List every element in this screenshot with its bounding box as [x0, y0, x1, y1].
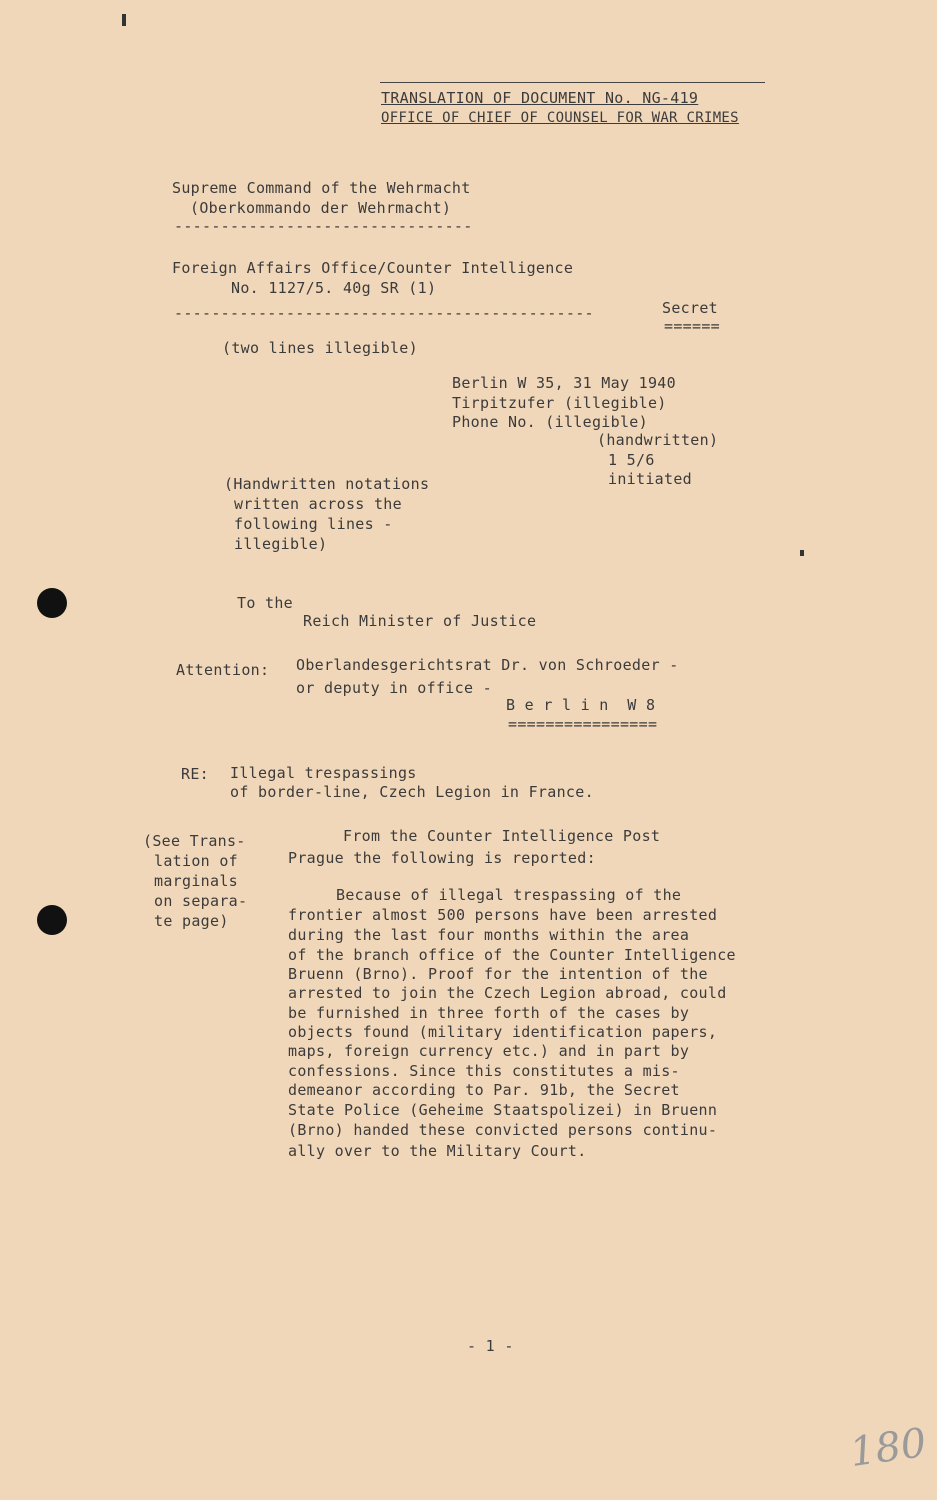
body-p2-line: arrested to join the Czech Legion abroad, could: [288, 984, 727, 1002]
office-line-1: Foreign Affairs Office/Counter Intelligence: [172, 259, 574, 277]
subject-line-1: Illegal trespassings: [230, 764, 417, 782]
sender-divider: --------------------------------: [174, 217, 473, 235]
body-p2-line: Because of illegal trespassing of the: [336, 886, 682, 904]
body-p2-line: be furnished in three forth of the cases by: [288, 1004, 690, 1022]
classification-underline: ======: [664, 317, 720, 335]
classification: Secret: [662, 299, 718, 317]
margin-note-line-1: (See Trans-: [143, 832, 246, 850]
recipient-line-1: To the: [237, 594, 293, 612]
margin-note-line-5: te page): [154, 912, 229, 930]
place-date-line-3: Phone No. (illegible): [452, 413, 648, 431]
attention-label: Attention:: [176, 661, 270, 679]
handwritten-note-line-4: illegible): [234, 535, 328, 553]
body-p2-line: (Brno) handed these convicted persons continu-: [288, 1121, 718, 1139]
recipient-line-2: Reich Minister of Justice: [303, 612, 537, 630]
body-p1-line-2: Prague the following is reported:: [288, 849, 596, 867]
handwritten-page-number: 180: [847, 1419, 930, 1477]
ink-mark: [122, 14, 126, 26]
place-date-line-5: 1 5/6: [608, 451, 655, 469]
office-line-2: No. 1127/5. 40g SR (1): [231, 279, 437, 297]
attention-line-2: or deputy in office -: [296, 679, 492, 697]
attention-line-1: Oberlandesgerichtsrat Dr. von Schroeder -: [296, 656, 679, 674]
place-date-line-6: initiated: [608, 470, 692, 488]
body-p2-line: State Police (Geheime Staatspolizei) in Bruenn: [288, 1101, 718, 1119]
handwritten-note-line-2: written across the: [234, 495, 402, 513]
attention-city-underline: ================: [508, 715, 658, 733]
punch-hole-top: [37, 588, 67, 618]
body-p1-line-1: From the Counter Intelligence Post: [343, 827, 661, 845]
subject-line-2: of border-line, Czech Legion in France.: [230, 783, 594, 801]
body-p2-line: during the last four months within the area: [288, 926, 690, 944]
subject-label: RE:: [181, 765, 209, 783]
body-p2-line: ally over to the Military Court.: [288, 1142, 587, 1160]
illegible-note: (two lines illegible): [222, 339, 418, 357]
place-date-line-1: Berlin W 35, 31 May 1940: [452, 374, 676, 392]
sender-name-de: (Oberkommando der Wehrmacht): [190, 199, 452, 217]
handwritten-note-line-1: (Handwritten notations: [224, 475, 430, 493]
body-p2-line: frontier almost 500 persons have been arrested: [288, 906, 718, 924]
handwritten-note-line-3: following lines -: [234, 515, 393, 533]
place-date-line-2: Tirpitzufer (illegible): [452, 394, 667, 412]
ink-mark: [800, 550, 804, 556]
body-p2-line: demeanor according to Par. 91b, the Secret: [288, 1081, 680, 1099]
body-p2-line: of the branch office of the Counter Intelligence: [288, 946, 736, 964]
punch-hole-bottom: [37, 905, 67, 935]
header-top-rule: [380, 82, 765, 83]
body-p2-line: maps, foreign currency etc.) and in part by: [288, 1042, 690, 1060]
body-p2-line: objects found (military identification papers,: [288, 1023, 718, 1041]
page-number: - 1 -: [467, 1337, 514, 1355]
body-p2-line: confessions. Since this constitutes a mis-: [288, 1062, 680, 1080]
sender-name: Supreme Command of the Wehrmacht: [172, 179, 471, 197]
attention-city: B e r l i n W 8: [506, 696, 656, 714]
margin-note-line-4: on separa-: [154, 892, 248, 910]
header-line-1: TRANSLATION OF DOCUMENT No. NG-419: [381, 89, 699, 107]
header-line-2: OFFICE OF CHIEF OF COUNSEL FOR WAR CRIMES: [381, 110, 739, 126]
margin-note-line-2: lation of: [154, 852, 238, 870]
body-p2-line: Bruenn (Brno). Proof for the intention of the: [288, 965, 708, 983]
place-date-line-4: (handwritten): [597, 431, 719, 449]
margin-note-line-3: marginals: [154, 872, 238, 890]
office-divider: ---------------------------------------------: [174, 304, 594, 322]
